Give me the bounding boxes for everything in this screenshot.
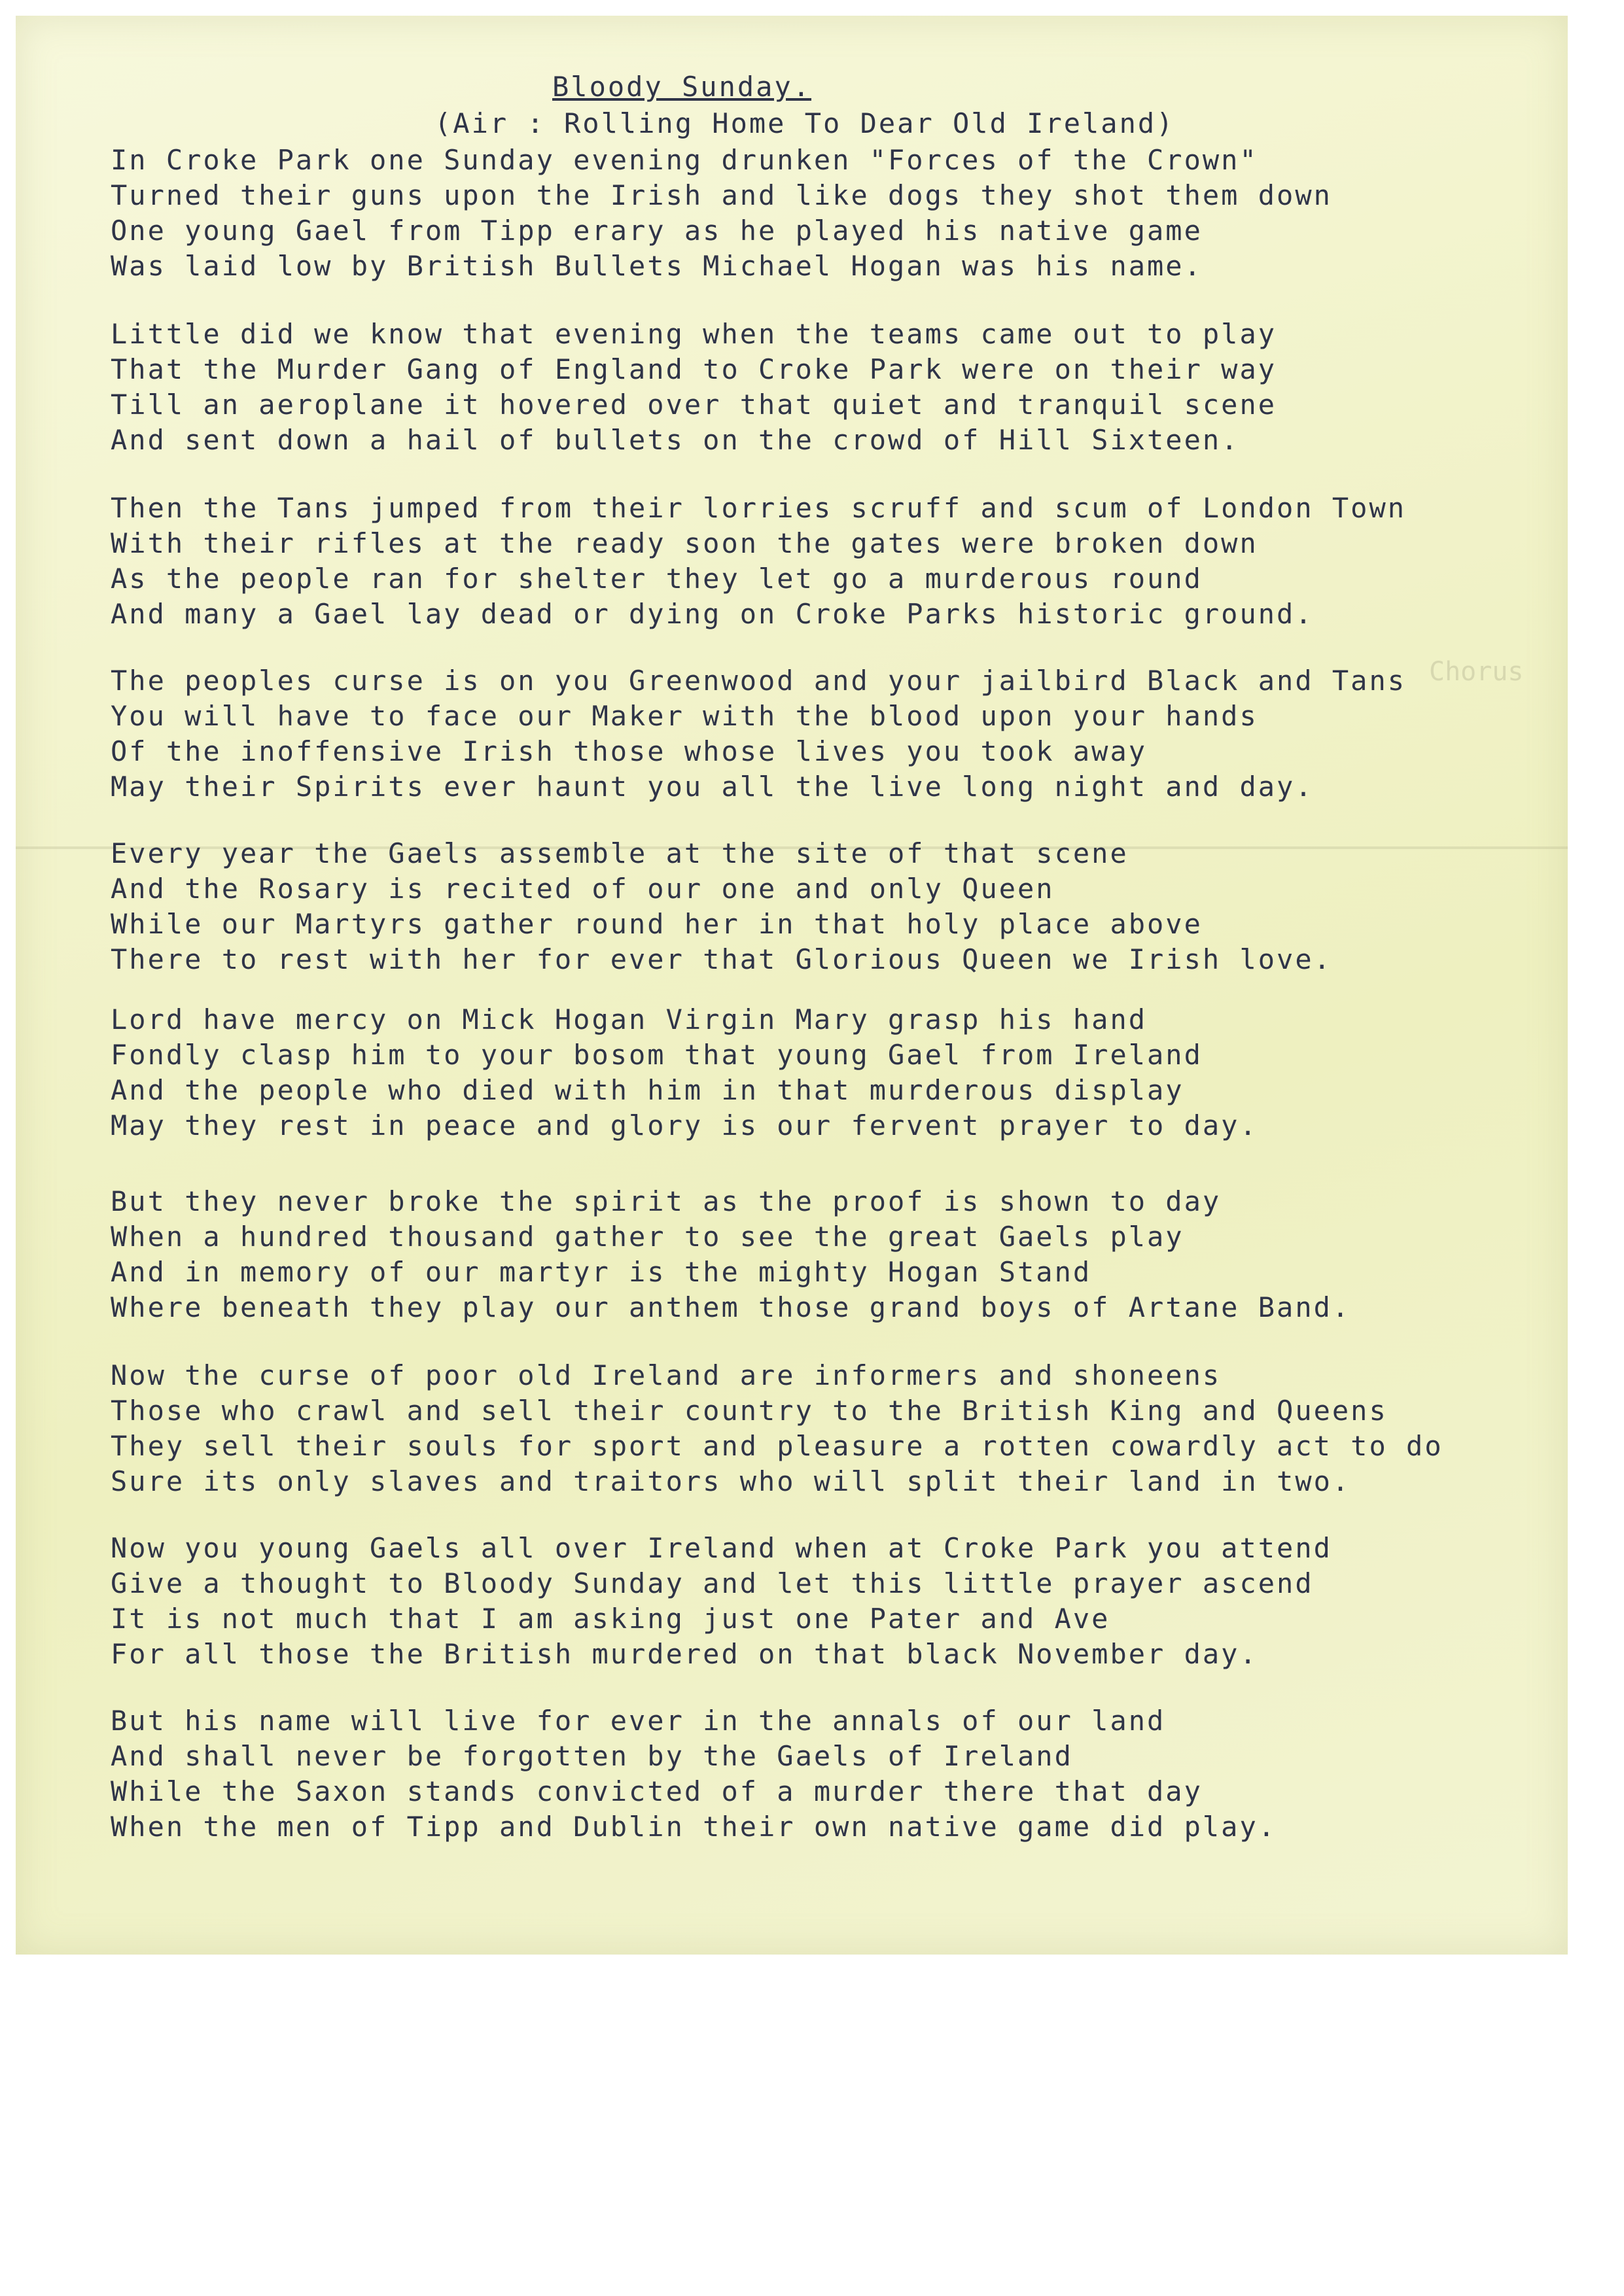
- stanza-line: Now you young Gaels all over Ireland when at Croke Park you attend: [111, 1532, 1332, 1564]
- stanza-9: [111, 1531, 1550, 1672]
- stanza-line: And in memory of our martyr is the mighty Hogan Stand: [111, 1256, 1092, 1288]
- song-title: Bloody Sunday.: [552, 71, 812, 103]
- stanza-line: Turned their guns upon the Irish and like dogs they shot them down: [111, 179, 1332, 211]
- stanza-line: In Croke Park one Sunday evening drunken "Forces of the Crown": [111, 144, 1258, 176]
- stanza-line: But they never broke the spirit as the proof is shown to day: [111, 1185, 1222, 1217]
- song-air: (Air : Rolling Home To Dear Old Ireland): [434, 107, 1175, 139]
- stanza-line: Was laid low by British Bullets Michael Hogan was his name.: [111, 250, 1203, 282]
- stanza-line: The peoples curse is on you Greenwood and your jailbird Black and Tans: [111, 665, 1407, 697]
- stanza-line: Every year the Gaels assemble at the site of that scene: [111, 837, 1129, 869]
- stanza-line: Of the inoffensive Irish those whose lives you took away: [111, 735, 1148, 767]
- stanza-line: Till an aeroplane it hovered over that quiet and tranquil scene: [111, 389, 1277, 421]
- stanza-line: Lord have mercy on Mick Hogan Virgin Mary grasp his hand: [111, 1003, 1148, 1035]
- stanza-line: Now the curse of poor old Ireland are informers and shoneens: [111, 1359, 1222, 1391]
- stanza-4: [111, 663, 1550, 805]
- stanza-1: [111, 143, 1550, 284]
- stanza-line: Give a thought to Bloody Sunday and let this little prayer ascend: [111, 1567, 1314, 1599]
- stanza-line: There to rest with her for ever that Glorious Queen we Irish love.: [111, 943, 1332, 975]
- stanza-line: And many a Gael lay dead or dying on Croke Parks historic ground.: [111, 598, 1314, 630]
- stanza-line: When the men of Tipp and Dublin their own native game did play.: [111, 1811, 1277, 1843]
- stanza-line: But his name will live for ever in the annals of our land: [111, 1705, 1166, 1737]
- stanza-10: [111, 1703, 1550, 1845]
- stanza-line: May their Spirits ever haunt you all the live long night and day.: [111, 771, 1314, 803]
- stanza-8: [111, 1358, 1550, 1499]
- margin-note: Chorus: [1429, 657, 1524, 687]
- stanza-line: One young Gael from Tipp erary as he played his native game: [111, 215, 1203, 247]
- stanza-5: [111, 836, 1550, 977]
- stanza-2: [111, 317, 1550, 458]
- stanza-line: Then the Tans jumped from their lorries scruff and scum of London Town: [111, 492, 1407, 524]
- stanza-line: May they rest in peace and glory is our fervent prayer to day.: [111, 1109, 1258, 1141]
- stanza-line: Those who crawl and sell their country to the British King and Queens: [111, 1395, 1388, 1427]
- song-sheet: [16, 16, 1568, 1955]
- stanza-line: That the Murder Gang of England to Croke Park were on their way: [111, 353, 1277, 385]
- stanza-line: You will have to face our Maker with the blood upon your hands: [111, 700, 1258, 732]
- stanza-line: Sure its only slaves and traitors who will split their land in two.: [111, 1465, 1351, 1497]
- stanza-line: For all those the British murdered on that black November day.: [111, 1638, 1258, 1670]
- stanza-7: [111, 1184, 1550, 1325]
- stanza-line: Little did we know that evening when the teams came out to play: [111, 318, 1277, 350]
- stanza-line: As the people ran for shelter they let go a murderous round: [111, 563, 1203, 595]
- stanza-line: Fondly clasp him to your bosom that young Gael from Ireland: [111, 1039, 1203, 1071]
- stanza-line: And the Rosary is recited of our one and only Queen: [111, 873, 1055, 905]
- stanza-line: With their rifles at the ready soon the gates were broken down: [111, 527, 1258, 559]
- stanza-line: Where beneath they play our anthem those grand boys of Artane Band.: [111, 1291, 1351, 1323]
- stanza-6: [111, 1002, 1550, 1143]
- stanza-3: [111, 491, 1550, 632]
- paper-sheet: [16, 16, 1568, 1955]
- stanza-line: They sell their souls for sport and pleasure a rotten cowardly act to do: [111, 1430, 1443, 1462]
- stanza-line: And shall never be forgotten by the Gaels of Ireland: [111, 1740, 1073, 1772]
- stanza-line: It is not much that I am asking just one Pater and Ave: [111, 1603, 1110, 1635]
- stanza-line: When a hundred thousand gather to see the great Gaels play: [111, 1221, 1184, 1253]
- stanza-line: While the Saxon stands convicted of a murder there that day: [111, 1775, 1203, 1807]
- stanza-line: While our Martyrs gather round her in that holy place above: [111, 908, 1203, 940]
- stanza-line: And sent down a hail of bullets on the crowd of Hill Sixteen.: [111, 424, 1240, 456]
- stanza-line: And the people who died with him in that murderous display: [111, 1074, 1184, 1106]
